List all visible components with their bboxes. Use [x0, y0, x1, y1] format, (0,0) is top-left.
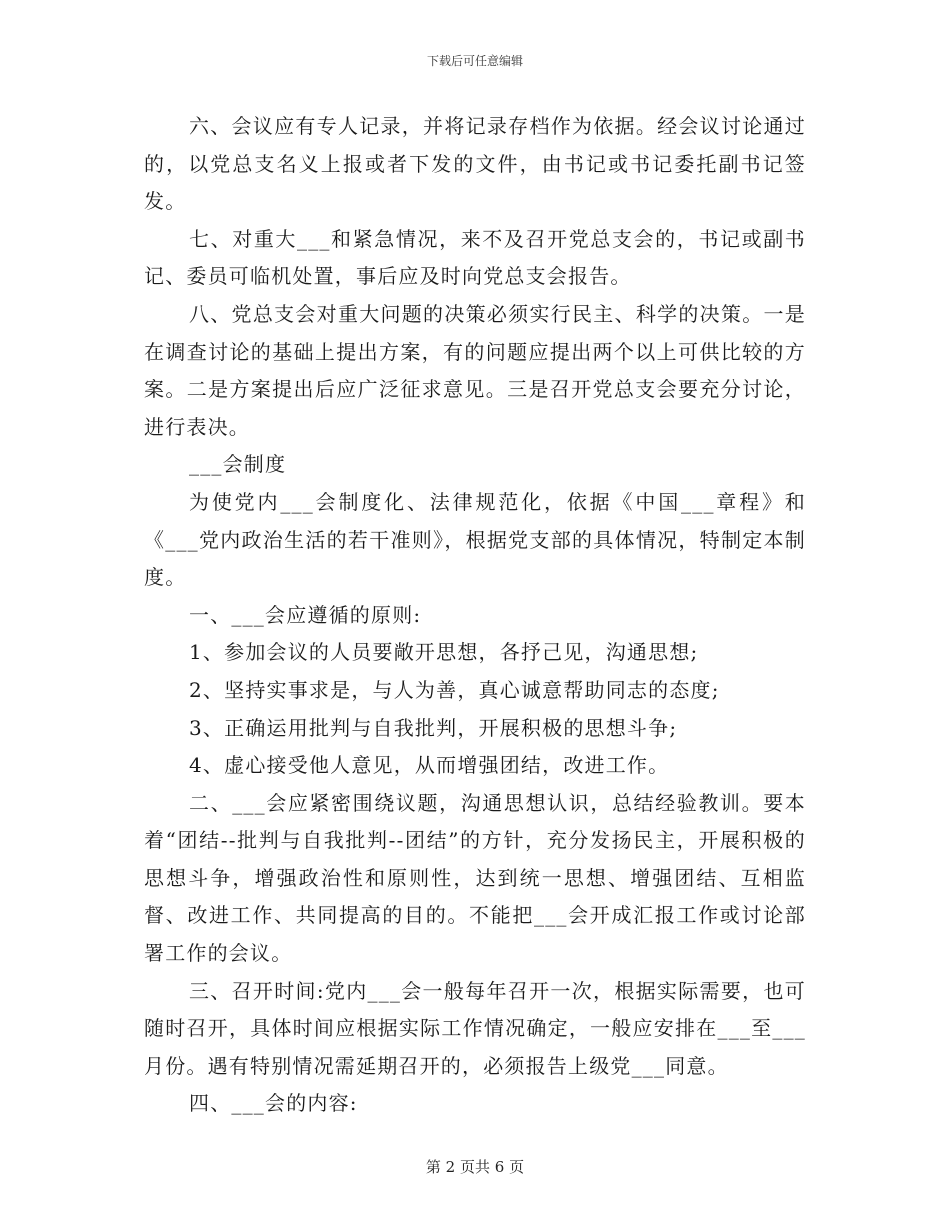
principle-item-2: 2、坚持实事求是，与人为善，真心诚意帮助同志的态度; [189, 677, 720, 702]
paragraph-item-7: 七、对重大___和紧急情况，来不及召开党总支会的，书记或副书记、委员可临机处置，事后应及时向党总支会报告。 [144, 226, 806, 289]
principle-item-3: 3、正确运用批判与自我批判，开展积极的思想斗争; [189, 715, 678, 740]
document-body [144, 108, 806, 1123]
section-title: ___会制度 [189, 452, 287, 477]
paragraph-item-3: 三、召开时间:党内___会一般每年召开一次，根据实际需要，也可随时召开，具体时间应根据实际工作情况确定，一般应安排在___至___月份。遇有特别情况需延期召开的，必须报告上级党___同意。 [144, 978, 806, 1078]
paragraph-item-8: 八、党总支会对重大问题的决策必须实行民主、科学的决策。一是在调查讨论的基础上提出方案，有的问题应提出两个以上可供比较的方案。二是方案提出后应广泛征求意见。三是召开党总支会要充分讨论，进行表决。 [144, 301, 806, 439]
principles-heading: 一、___会应遵循的原则: [189, 602, 422, 627]
principle-item-1: 1、参加会议的人员要敞开思想，各抒己见，沟通思想; [189, 640, 699, 665]
intro-paragraph: 为使党内___会制度化、法律规范化，依据《中国___章程》和《___党内政治生活的若干准则》，根据党支部的具体情况，特制定本制度。 [144, 489, 806, 590]
page-header: 下载后可任意编辑 [426, 54, 523, 68]
paragraph-item-6: 六、会议应有专人记录，并将记录存档作为依据。经会议讨论通过的，以党总支名义上报或者下发的文件，由书记或书记委托副书记签发。 [144, 114, 806, 214]
principle-item-4: 4、虚心接受他人意见，从而增强团结，改进工作。 [189, 753, 670, 778]
paragraph-item-2: 二、___会应紧密围绕议题，沟通思想认识，总结经验教训。要本着“团结--批判与自我批判--团结”的方针，充分发扬民主，开展积极的思想斗争，增强政治性和原则性，达到统一思想、增强团结、互相监督、改进工作、共同提高的目的。不能把___会开成汇报工作或讨论部署工作的会议。 [144, 790, 806, 966]
paragraph-item-4: 四、___会的内容: [189, 1091, 358, 1116]
page-footer: 第 2 页共 6 页 [425, 1158, 525, 1176]
